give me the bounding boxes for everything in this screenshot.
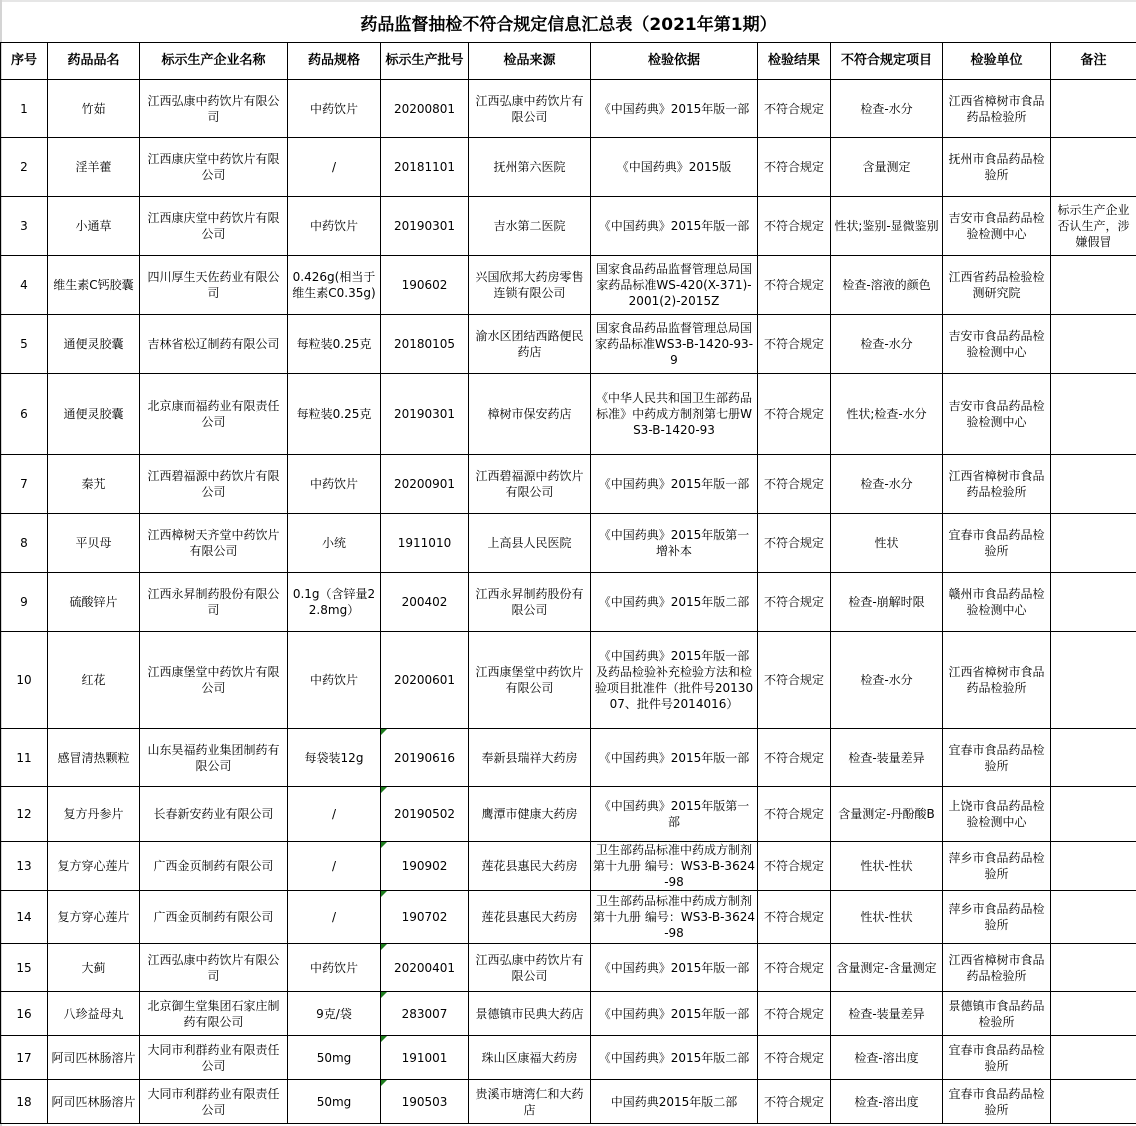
table-row (1, 138, 1136, 197)
cell-source: 珠山区康福大药房 (469, 1036, 591, 1080)
cell-batch: 20190301 (381, 374, 469, 455)
cell-basis: 卫生部药品标准中药成方制剂第十九册 编号：WS3-B-3624-98 (591, 842, 758, 891)
table-row (1, 256, 1136, 315)
cell-batch: 20200801 (381, 80, 469, 138)
cell-drug-name: 复方穿心莲片 (48, 891, 140, 944)
cell-lab: 吉安市食品药品检验检测中心 (943, 197, 1051, 256)
cell-drug-name: 竹茹 (48, 80, 140, 138)
cell-note (1051, 1036, 1136, 1080)
cell-drug-name: 淫羊藿 (48, 138, 140, 197)
cell-drug-name: 通便灵胶囊 (48, 374, 140, 455)
cell-spec: 9克/袋 (288, 992, 381, 1036)
cell-drug-name: 八珍益母丸 (48, 992, 140, 1036)
cell-basis: 《中华人民共和国卫生部药品标准》中药成方制剂第七册WS3-B-1420-93 (591, 374, 758, 455)
cell-spec: 50mg (288, 1080, 381, 1124)
cell-drug-name: 小通草 (48, 197, 140, 256)
cell-drug-name: 维生素C钙胶囊 (48, 256, 140, 315)
cell-lab: 江西省樟树市食品药品检验所 (943, 632, 1051, 729)
cell-basis: 《中国药典》2015年版一部 (591, 455, 758, 514)
cell-manufacturer: 大同市利群药业有限责任公司 (140, 1036, 288, 1080)
cell-failed-item: 含量测定-丹酚酸B (831, 787, 943, 842)
cell-drug-name: 阿司匹林肠溶片 (48, 1036, 140, 1080)
noncompliance-table (0, 42, 1136, 1124)
cell-lab: 江西省樟树市食品药品检验所 (943, 944, 1051, 992)
cell-failed-item: 含量测定 (831, 138, 943, 197)
cell-manufacturer: 江西弘康中药饮片有限公司 (140, 944, 288, 992)
cell-spec: 每粒装0.25克 (288, 315, 381, 374)
table-row (1, 197, 1136, 256)
cell-batch-text-number-flag: 20200401 (381, 944, 469, 992)
cell-result: 不符合规定 (758, 455, 831, 514)
cell-source: 贵溪市塘湾仁和大药店 (469, 1080, 591, 1124)
cell-lab: 抚州市食品药品检验所 (943, 138, 1051, 197)
cell-source: 江西弘康中药饮片有限公司 (469, 80, 591, 138)
cell-basis: 《中国药典》2015年版一部 (591, 80, 758, 138)
cell-spec: / (288, 891, 381, 944)
cell-failed-item: 检查-溶出度 (831, 1080, 943, 1124)
cell-manufacturer: 江西康庆堂中药饮片有限公司 (140, 138, 288, 197)
cell-drug-name: 红花 (48, 632, 140, 729)
cell-result: 不符合规定 (758, 138, 831, 197)
cell-manufacturer: 江西弘康中药饮片有限公司 (140, 80, 288, 138)
cell-failed-item: 性状;检查-水分 (831, 374, 943, 455)
col-header-note: 备注 (1051, 43, 1136, 80)
cell-basis: 《中国药典》2015年版第一部 (591, 787, 758, 842)
cell-failed-item: 检查-水分 (831, 315, 943, 374)
col-header-source: 检品来源 (469, 43, 591, 80)
cell-batch: 200402 (381, 573, 469, 632)
cell-no: 14 (1, 891, 48, 944)
cell-note: 标示生产企业否认生产，涉嫌假冒 (1051, 197, 1136, 256)
cell-basis: 《中国药典》2015年版一部 (591, 197, 758, 256)
cell-spec: 中药饮片 (288, 197, 381, 256)
cell-result: 不符合规定 (758, 80, 831, 138)
cell-basis: 《中国药典》2015年版第一增补本 (591, 514, 758, 573)
cell-spec: 小统 (288, 514, 381, 573)
cell-note (1051, 315, 1136, 374)
cell-result: 不符合规定 (758, 1036, 831, 1080)
table-row (1, 374, 1136, 455)
cell-source: 景德镇市民典大药店 (469, 992, 591, 1036)
cell-lab: 江西省樟树市食品药品检验所 (943, 455, 1051, 514)
cell-failed-item: 性状;鉴别-显微鉴别 (831, 197, 943, 256)
cell-spec: 中药饮片 (288, 80, 381, 138)
cell-lab: 赣州市食品药品检验检测中心 (943, 573, 1051, 632)
cell-result: 不符合规定 (758, 891, 831, 944)
cell-no: 16 (1, 992, 48, 1036)
cell-manufacturer: 江西永昇制药股份有限公司 (140, 573, 288, 632)
table-row (1, 632, 1136, 729)
cell-note (1051, 992, 1136, 1036)
table-row (1, 1080, 1136, 1124)
cell-manufacturer: 江西康庆堂中药饮片有限公司 (140, 197, 288, 256)
cell-result: 不符合规定 (758, 514, 831, 573)
cell-no: 15 (1, 944, 48, 992)
cell-drug-name: 秦艽 (48, 455, 140, 514)
cell-basis: 国家食品药品监督管理总局国家药品标准WS3-B-1420-93-9 (591, 315, 758, 374)
cell-basis: 《中国药典》2015年版一部 (591, 944, 758, 992)
cell-source: 莲花县惠民大药房 (469, 891, 591, 944)
cell-lab: 景德镇市食品药品检验所 (943, 992, 1051, 1036)
cell-drug-name: 阿司匹林肠溶片 (48, 1080, 140, 1124)
cell-batch-text-number-flag: 190702 (381, 891, 469, 944)
cell-basis: 《中国药典》2015年版二部 (591, 573, 758, 632)
cell-failed-item: 含量测定-含量测定 (831, 944, 943, 992)
cell-manufacturer: 吉林省松辽制药有限公司 (140, 315, 288, 374)
cell-result: 不符合规定 (758, 573, 831, 632)
cell-lab: 吉安市食品药品检验检测中心 (943, 374, 1051, 455)
cell-no: 2 (1, 138, 48, 197)
cell-spec: 每粒装0.25克 (288, 374, 381, 455)
cell-manufacturer: 四川厚生天佐药业有限公司 (140, 256, 288, 315)
col-header-failed-item: 不符合规定项目 (831, 43, 943, 80)
cell-no: 4 (1, 256, 48, 315)
table-row (1, 891, 1136, 944)
cell-basis: 国家食品药品监督管理总局国家药品标准WS-420(X-371)-2001(2)-2015Z (591, 256, 758, 315)
cell-note (1051, 514, 1136, 573)
cell-drug-name: 大蓟 (48, 944, 140, 992)
cell-no: 8 (1, 514, 48, 573)
cell-lab: 江西省樟树市食品药品检验所 (943, 80, 1051, 138)
cell-batch: 1911010 (381, 514, 469, 573)
cell-source: 渝水区团结西路便民药店 (469, 315, 591, 374)
cell-result: 不符合规定 (758, 992, 831, 1036)
cell-batch: 20181101 (381, 138, 469, 197)
cell-drug-name: 复方丹参片 (48, 787, 140, 842)
cell-manufacturer: 北京御生堂集团石家庄制药有限公司 (140, 992, 288, 1036)
cell-manufacturer: 江西樟树天齐堂中药饮片有限公司 (140, 514, 288, 573)
cell-failed-item: 性状 (831, 514, 943, 573)
cell-lab: 萍乡市食品药品检验所 (943, 842, 1051, 891)
cell-batch: 190602 (381, 256, 469, 315)
cell-source: 吉水第二医院 (469, 197, 591, 256)
cell-no: 6 (1, 374, 48, 455)
cell-no: 7 (1, 455, 48, 514)
cell-result: 不符合规定 (758, 787, 831, 842)
cell-note (1051, 1080, 1136, 1124)
cell-failed-item: 检查-装量差异 (831, 992, 943, 1036)
table-row (1, 787, 1136, 842)
cell-failed-item: 性状-性状 (831, 891, 943, 944)
cell-result: 不符合规定 (758, 1080, 831, 1124)
cell-failed-item: 检查-崩解时限 (831, 573, 943, 632)
cell-manufacturer: 大同市利群药业有限责任公司 (140, 1080, 288, 1124)
cell-failed-item: 检查-溶出度 (831, 1036, 943, 1080)
cell-failed-item: 检查-装量差异 (831, 729, 943, 787)
cell-batch-text-number-flag: 190902 (381, 842, 469, 891)
cell-note (1051, 374, 1136, 455)
col-header-result: 检验结果 (758, 43, 831, 80)
header-row (1, 43, 1136, 80)
table-row (1, 1036, 1136, 1080)
report-title: 药品监督抽检不符合规定信息汇总表（2021年第1期） (360, 14, 777, 35)
cell-failed-item: 检查-水分 (831, 455, 943, 514)
cell-source: 兴国欣邦大药房零售连锁有限公司 (469, 256, 591, 315)
cell-source: 江西弘康中药饮片有限公司 (469, 944, 591, 992)
cell-basis: 《中国药典》2015年版二部 (591, 1036, 758, 1080)
cell-note (1051, 787, 1136, 842)
cell-basis: 中国药典2015年版二部 (591, 1080, 758, 1124)
cell-note (1051, 632, 1136, 729)
col-header-spec: 药品规格 (288, 43, 381, 80)
cell-batch: 20180105 (381, 315, 469, 374)
cell-note (1051, 891, 1136, 944)
cell-no: 18 (1, 1080, 48, 1124)
col-header-manufacturer: 标示生产企业名称 (140, 43, 288, 80)
table-row (1, 455, 1136, 514)
cell-no: 17 (1, 1036, 48, 1080)
cell-source: 抚州第六医院 (469, 138, 591, 197)
cell-spec: 0.1g（含锌量22.8mg） (288, 573, 381, 632)
cell-manufacturer: 山东昊福药业集团制药有限公司 (140, 729, 288, 787)
cell-failed-item: 检查-溶液的颜色 (831, 256, 943, 315)
cell-batch-text-number-flag: 20190502 (381, 787, 469, 842)
col-header-basis: 检验依据 (591, 43, 758, 80)
cell-batch: 20200601 (381, 632, 469, 729)
cell-basis: 《中国药典》2015年版一部及药品检验补充检验方法和检验项目批准件（批件号2013007、批件号2014016） (591, 632, 758, 729)
cell-source: 奉新县瑞祥大药房 (469, 729, 591, 787)
cell-batch-text-number-flag: 191001 (381, 1036, 469, 1080)
cell-basis: 《中国药典》2015版 (591, 138, 758, 197)
table-row (1, 573, 1136, 632)
cell-failed-item: 检查-水分 (831, 80, 943, 138)
cell-lab: 江西省药品检验检测研究院 (943, 256, 1051, 315)
cell-spec: 中药饮片 (288, 944, 381, 992)
cell-source: 江西永昇制药股份有限公司 (469, 573, 591, 632)
col-header-lab: 检验单位 (943, 43, 1051, 80)
cell-spec: 50mg (288, 1036, 381, 1080)
cell-source: 鹰潭市健康大药房 (469, 787, 591, 842)
cell-no: 11 (1, 729, 48, 787)
cell-note (1051, 842, 1136, 891)
cell-failed-item: 性状-性状 (831, 842, 943, 891)
cell-drug-name: 复方穿心莲片 (48, 842, 140, 891)
cell-drug-name: 感冒清热颗粒 (48, 729, 140, 787)
table-row (1, 729, 1136, 787)
cell-lab: 萍乡市食品药品检验所 (943, 891, 1051, 944)
cell-batch-text-number-flag: 20190616 (381, 729, 469, 787)
cell-no: 9 (1, 573, 48, 632)
cell-lab: 吉安市食品药品检验检测中心 (943, 315, 1051, 374)
cell-spec: 0.426g(相当于维生素C0.35g) (288, 256, 381, 315)
cell-result: 不符合规定 (758, 842, 831, 891)
cell-source: 莲花县惠民大药房 (469, 842, 591, 891)
cell-batch: 20190301 (381, 197, 469, 256)
cell-result: 不符合规定 (758, 632, 831, 729)
cell-result: 不符合规定 (758, 374, 831, 455)
cell-batch-text-number-flag: 190503 (381, 1080, 469, 1124)
cell-lab: 宜春市食品药品检验所 (943, 1080, 1051, 1124)
cell-spec: / (288, 842, 381, 891)
cell-manufacturer: 广西金页制药有限公司 (140, 842, 288, 891)
cell-result: 不符合规定 (758, 256, 831, 315)
table-row (1, 80, 1136, 138)
cell-source: 江西康堡堂中药饮片有限公司 (469, 632, 591, 729)
col-header-no: 序号 (1, 43, 48, 80)
cell-drug-name: 硫酸锌片 (48, 573, 140, 632)
cell-note (1051, 729, 1136, 787)
cell-failed-item: 检查-水分 (831, 632, 943, 729)
table-row (1, 842, 1136, 891)
cell-drug-name: 平贝母 (48, 514, 140, 573)
cell-spec: 中药饮片 (288, 455, 381, 514)
col-header-batch: 标示生产批号 (381, 43, 469, 80)
cell-no: 3 (1, 197, 48, 256)
cell-drug-name: 通便灵胶囊 (48, 315, 140, 374)
cell-no: 12 (1, 787, 48, 842)
col-header-drug-name: 药品品名 (48, 43, 140, 80)
cell-note (1051, 944, 1136, 992)
cell-batch-text-number-flag: 283007 (381, 992, 469, 1036)
cell-result: 不符合规定 (758, 944, 831, 992)
cell-lab: 上饶市食品药品检验检测中心 (943, 787, 1051, 842)
cell-note (1051, 455, 1136, 514)
cell-lab: 宜春市食品药品检验所 (943, 1036, 1051, 1080)
table-row (1, 514, 1136, 573)
cell-manufacturer: 广西金页制药有限公司 (140, 891, 288, 944)
cell-result: 不符合规定 (758, 315, 831, 374)
table-row (1, 315, 1136, 374)
cell-note (1051, 573, 1136, 632)
cell-manufacturer: 江西碧福源中药饮片有限公司 (140, 455, 288, 514)
table-row (1, 944, 1136, 992)
cell-no: 5 (1, 315, 48, 374)
cell-spec: 每袋装12g (288, 729, 381, 787)
cell-spec: / (288, 787, 381, 842)
cell-batch: 20200901 (381, 455, 469, 514)
cell-note (1051, 138, 1136, 197)
cell-spec: 中药饮片 (288, 632, 381, 729)
cell-result: 不符合规定 (758, 197, 831, 256)
cell-manufacturer: 江西康堡堂中药饮片有限公司 (140, 632, 288, 729)
cell-note (1051, 256, 1136, 315)
table-row (1, 992, 1136, 1036)
cell-no: 13 (1, 842, 48, 891)
cell-lab: 宜春市食品药品检验所 (943, 729, 1051, 787)
cell-result: 不符合规定 (758, 729, 831, 787)
cell-manufacturer: 北京康而福药业有限责任公司 (140, 374, 288, 455)
cell-basis: 《中国药典》2015年版一部 (591, 729, 758, 787)
cell-manufacturer: 长春新安药业有限公司 (140, 787, 288, 842)
cell-spec: / (288, 138, 381, 197)
cell-note (1051, 80, 1136, 138)
cell-source: 樟树市保安药店 (469, 374, 591, 455)
cell-source: 上高县人民医院 (469, 514, 591, 573)
cell-basis: 卫生部药品标准中药成方制剂第十九册 编号：WS3-B-3624-98 (591, 891, 758, 944)
cell-no: 1 (1, 80, 48, 138)
cell-lab: 宜春市食品药品检验所 (943, 514, 1051, 573)
cell-source: 江西碧福源中药饮片有限公司 (469, 455, 591, 514)
cell-no: 10 (1, 632, 48, 729)
cell-basis: 《中国药典》2015年版一部 (591, 992, 758, 1036)
